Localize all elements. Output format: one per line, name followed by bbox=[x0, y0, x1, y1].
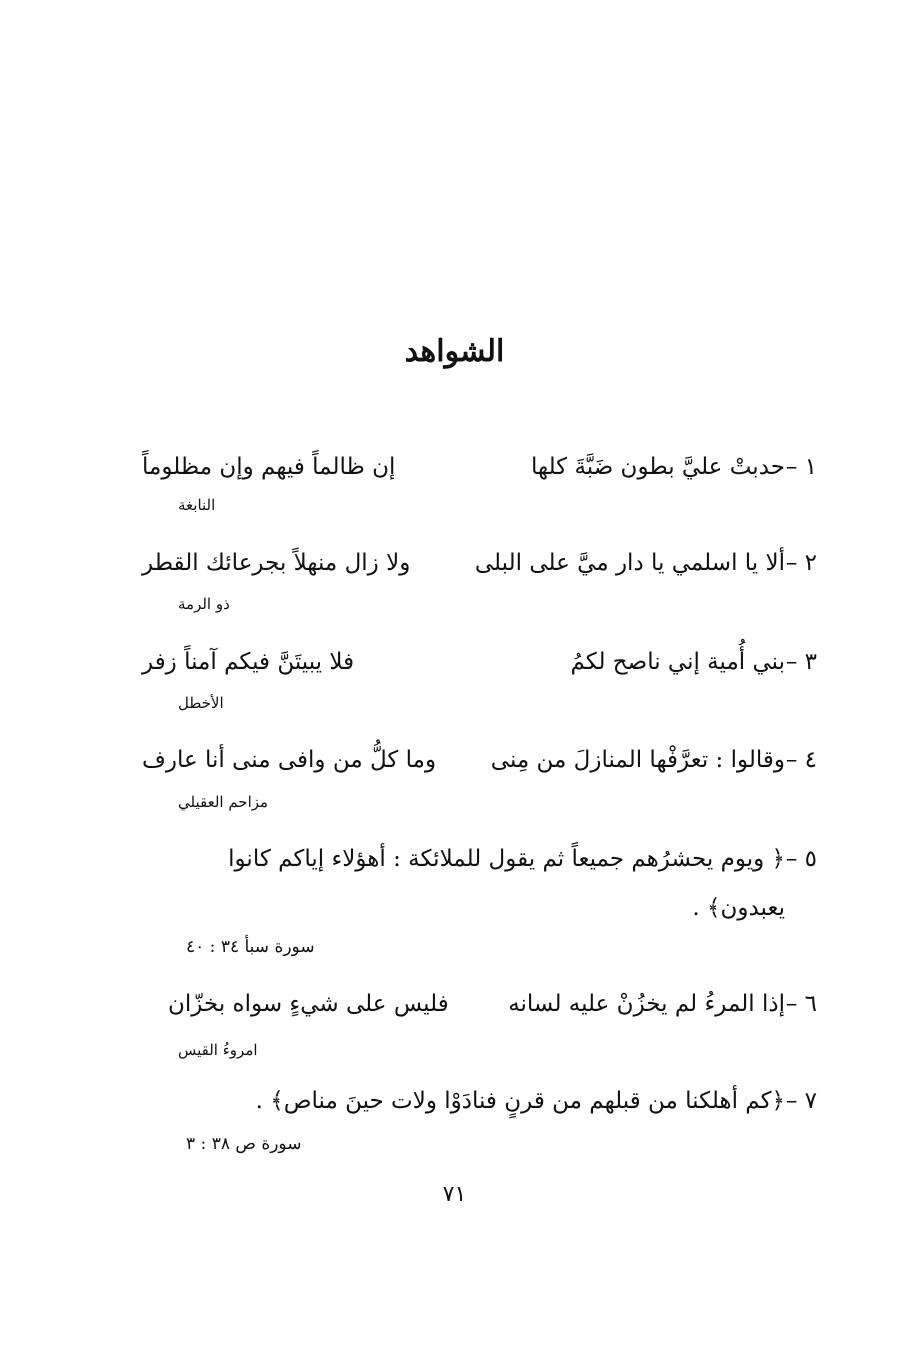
surah-reference: سورة سبأ ٣٤ : ٤٠ bbox=[186, 937, 315, 957]
poet-name: الأخطل bbox=[178, 694, 224, 712]
verse-second-hemistich: فلا يبيتَنَّ فيكم آمناً زفر bbox=[142, 649, 355, 675]
poet-name: مزاحم العقيلي bbox=[178, 793, 269, 811]
surah-reference: سورة ص ٣٨ : ٣ bbox=[186, 1134, 302, 1154]
item-number: ١ – bbox=[785, 454, 817, 480]
item-number: ٥ – bbox=[785, 846, 817, 872]
page-title: الشواهد bbox=[404, 334, 505, 369]
verse-first-hemistich: إذا المرءُ لم يخزُنْ عليه لسانه bbox=[508, 991, 785, 1017]
poet-name: امروءُ القيس bbox=[178, 1041, 258, 1059]
verse-second-hemistich: ولا زال منهلاً بجرعائك القطر bbox=[142, 550, 411, 576]
page-number: ٧١ bbox=[442, 1182, 467, 1207]
item-number: ٦ – bbox=[785, 991, 817, 1017]
verse-second-hemistich: فليس على شيءٍ سواه بخزّان bbox=[168, 991, 449, 1017]
verse-second-hemistich: إن ظالماً فيهم وإن مظلوماً bbox=[142, 454, 396, 480]
quran-verse-line: ﴿كم أهلكنا من قبلهم من قرنٍ فنادَوْا ولات حينَ مناص﴾ . bbox=[255, 1088, 785, 1114]
verse-first-hemistich: ألا يا اسلمي يا دار ميَّ على البلى bbox=[474, 550, 785, 576]
verse-first-hemistich: وقالوا : تعرَّفْها المنازلَ من مِنى bbox=[490, 747, 785, 773]
poet-name: النابغة bbox=[178, 496, 216, 514]
item-number: ٤ – bbox=[785, 747, 817, 773]
item-number: ٢ – bbox=[785, 550, 817, 576]
item-number: ٣ – bbox=[785, 649, 817, 675]
verse-first-hemistich: بني أُمية إني ناصح لكمُ bbox=[570, 649, 785, 675]
item-number: ٧ – bbox=[785, 1088, 817, 1114]
poet-name: ذو الرمة bbox=[178, 595, 230, 613]
verse-first-hemistich: حدبتْ عليَّ بطون ضَبَّةَ كلها bbox=[530, 454, 785, 480]
quran-verse-line: ﴿ ويوم يحشرُهم جميعاً ثم يقول للملائكة : أهؤلاء إياكم كانوا bbox=[228, 846, 785, 872]
verse-second-hemistich: وما كلُّ من وافى منى أنا عارف bbox=[142, 747, 437, 773]
quran-verse-line: يعبدون﴾ . bbox=[692, 895, 785, 921]
